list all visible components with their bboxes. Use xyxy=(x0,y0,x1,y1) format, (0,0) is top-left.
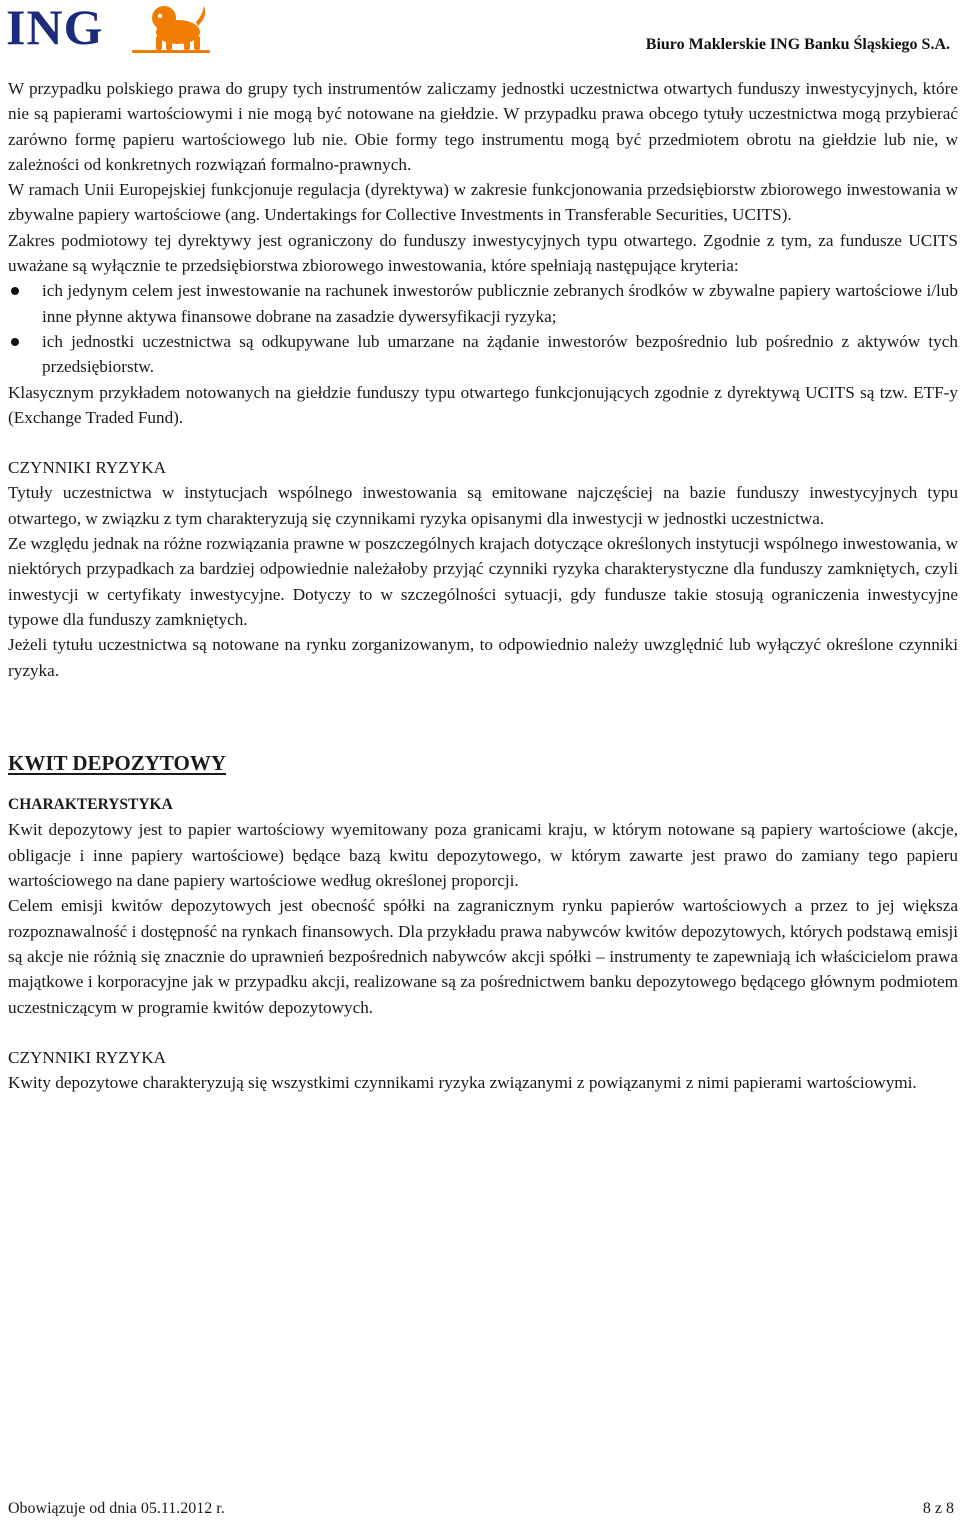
list-item xyxy=(8,329,958,380)
paragraph: Jeżeli tytułu uczestnictwa są notowane na rynku zorganizowanym, to odpowiednio należy uwzględnić lub wyłączyć określone czynniki ryzyka. xyxy=(8,635,958,680)
page-header xyxy=(0,0,960,60)
bullet-icon xyxy=(11,287,19,295)
paragraph: Klasycznym przykładem notowanych na giełdzie funduszy typu otwartego funkcjonujących zgodnie z dyrektywą UCITS są tzw. ETF-y (Exchange Traded Fund). xyxy=(8,382,958,427)
list-item-text: ich jedynym celem jest inwestowanie na rachunek inwestorów publicznie zebranych środków w zbywalne papiery wartościowe i/lub inne płynne aktywa finansowe dobrane na zasadzie dywersyfikacji ryzyka; xyxy=(42,281,958,326)
paragraph: Celem emisji kwitów depozytowych jest obecność spółki na zagranicznym rynku papierów wartościowych a przez to jej większa rozpoznawalność i dostępność na rynkach finansowych. Dla przykładu prawa nabywców kwitów depozytowych, których podstawą emisji są akcje nie różnią się znacznie do uprawnień bezpośrednich nabywców akcji spółki – instrumenty te zapewniają ich właścicielom prawa majątkowe i korporacyjne jak w przypadku akcji, realizowane są za pośrednictwem banku depozytowego będącego głównym podmiotem uczestniczącym w programie kwitów depozytowych. xyxy=(8,896,958,1017)
list-item xyxy=(8,278,958,329)
company-name: Biuro Maklerskie ING Banku Śląskiego S.A. xyxy=(645,36,950,53)
section-heading-risk: CZYNNIKI RYZYKA xyxy=(8,1047,167,1067)
list-item-text: ich jednostki uczestnictwa są odkupywane lub umarzane na żądanie inwestorów bezpośrednio lub pośrednio z aktywów tych przedsiębiorstw. xyxy=(42,331,958,377)
paragraph: Zakres podmiotowy tej dyrektywy jest ograniczony do funduszy inwestycyjnych typu otwartego. Zgodnie z tym, za fundusze UCITS uważane są wyłącznie te przedsiębiorstwa zbiorowego inwestowania, które spełniają następujące kryteria: xyxy=(8,230,958,276)
spacer xyxy=(8,1020,958,1045)
page-number: 8 z 8 xyxy=(922,1500,954,1517)
document-body xyxy=(8,76,958,1095)
paragraph: Kwity depozytowe charakteryzują się wszystkimi czynnikami ryzyka związanymi z powiązanymi z nimi papierami wartościowymi. xyxy=(8,1073,917,1093)
lion-icon xyxy=(132,2,210,54)
spacer xyxy=(8,776,958,792)
paragraph: W ramach Unii Europejskiej funkcjonuje regulacja (dyrektywa) w zakresie funkcjonowania przedsiębiorstw zbiorowego inwestowania w zbywalne papiery wartościowe (ang. Undertakings for Collective Investments in Transferable Securities, UCITS). xyxy=(8,180,958,225)
paragraph: Tytuły uczestnictwa w instytucjach wspólnego inwestowania są emitowane najczęściej na bazie funduszy inwestycyjnych typu otwartego, w związku z tym charakteryzują się czynnikami ryzyka opisanymi dla inwestycji w jednostki uczestnictwa. xyxy=(8,483,958,528)
effective-date: Obowiązuje od dnia 05.11.2012 r. xyxy=(8,1500,225,1517)
criteria-list xyxy=(8,278,958,379)
logo-text: ING xyxy=(6,0,104,55)
paragraph: W przypadku polskiego prawa do grupy tych instrumentów zaliczamy jednostki uczestnictwa otwartych funduszy inwestycyjnych, które nie są papierami wartościowymi i nie mogą być notowane na giełdzie. W przypadku prawa obcego tytuły uczestnictwa mogą przybierać zarówno formę papieru wartościowego lub nie. Obie formy tego instrumentu mogą być przedmiotem obrotu na giełdzie lub nie, w zależności od konkretnych rozwiązań formalno-prawnych. xyxy=(8,79,958,174)
spacer xyxy=(8,683,958,751)
section-heading-risk: CZYNNIKI RYZYKA xyxy=(8,458,167,478)
paragraph: Ze względu jednak na różne rozwiązania prawne w poszczególnych krajach dotyczące określonych instytucji wspólnego inwestowania, w niektórych przypadkach za bardziej odpowiednie należałoby przyjąć czynniki ryzyka charakterystyczne dla funduszy zamkniętych, czyli inwestycji w certyfikaty inwestycyjne. Dotyczy to w szczególności sytuacji, gdy fundusze takie stosują ograniczenia inwestycyjne typowe dla funduszy zamkniętych. xyxy=(8,534,958,629)
subheading-characteristics: CHARAKTERYSTYKA xyxy=(8,796,173,814)
bullet-icon xyxy=(11,338,19,346)
ing-logo xyxy=(6,2,206,56)
paragraph: Kwit depozytowy jest to papier wartościowy wyemitowany poza granicami kraju, w którym notowane są papiery wartościowe (akcje, obligacje i inne papiery wartościowe) będące bazą kwitu depozytowego, w którym zawarte jest prawo do zamiany tego papieru wartościowego na dane papiery wartościowe według określonej proporcji. xyxy=(8,820,958,891)
section-title-kwit: KWIT DEPOZYTOWY xyxy=(8,750,227,775)
spacer xyxy=(8,430,958,455)
